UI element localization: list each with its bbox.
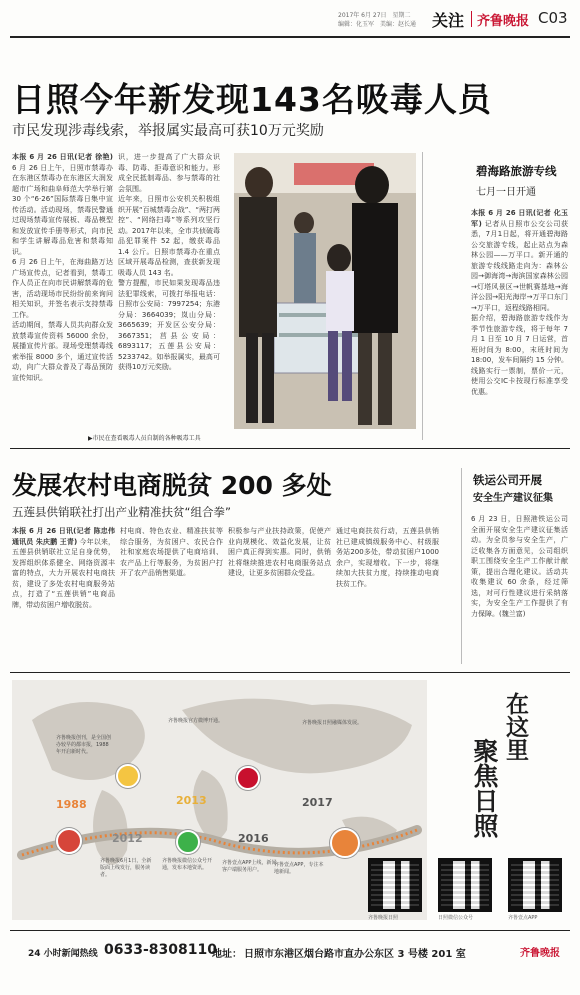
header-divider: [471, 11, 472, 27]
lead-column-2: [118, 152, 220, 427]
lead-photo-illustration: [234, 153, 416, 429]
timeline-note-2: 齐鲁晚报6月1日，全新版面上线发行，服务读者。: [100, 858, 152, 878]
timeline-note-7: 齐鲁壹点APP，专注本地新闻。: [274, 862, 324, 875]
qr-code-2[interactable]: [438, 858, 492, 912]
side1-headline: 碧海路旅游专线: [476, 164, 557, 178]
promo-rule: [10, 672, 570, 673]
year-2012: 2012: [112, 832, 143, 845]
app-icon: [236, 766, 260, 790]
side2-body: 6 月 23 日，日照港铁运公司全面开展安全生产建议征集活动。为全员参与安全生产，广泛收集各方面意见，公司组织职工围绕安全生产工作献计献策，提出合理化建议。活动共收集建议 60 余条，经过筛选，对可行性建议进行采纳落实，为安全生产工作提供了有力保障。(魏兰富): [471, 515, 568, 618]
side2-subhead: 安全生产建议征集: [473, 493, 553, 504]
timeline-map: [12, 680, 427, 920]
timeline-note-6: 齐鲁晚报微信公众号开通，发布本地资讯。: [162, 858, 213, 871]
side1-subhead: 七月一日开通: [476, 187, 536, 198]
issue-date: 2017年 6月 27日 星期二: [338, 12, 411, 19]
promo-slogan-1: 在这里: [502, 692, 529, 761]
year-2013: 2013: [176, 794, 207, 807]
second-column-4: 通过电商扶贫行动，五莲县供销社已建成镇级服务中心、村级服务站200多处，带动贫困户1000余户，实现增收。下一步，将继续加大扶贫力度，持续推动电商扶贫工作。: [336, 527, 439, 588]
lead-photo: [234, 153, 416, 429]
section-title: 关注: [432, 11, 465, 30]
address-text: 日照市东港区烟台路市直办公东区 3 号楼 201 室: [244, 949, 466, 960]
side1-text-2: 据介绍，碧海路旅游专线作为季节性旅游专线，将于每年 7 月 1 日至 10 月 7 日运营，首班时间为 8:00，末班时间为 18:00，发车间隔约 15 分钟。线路实行一票制，票价一元，使用公交IC卡按现行标准享受优惠。: [471, 314, 568, 396]
second-headline: 发展农村电商脱贫 200 多处: [12, 471, 332, 500]
newspaper-icon: [56, 828, 82, 854]
side1-body: [471, 208, 568, 433]
second-column-3: 积极参与产业扶持政策，促使产业向规模化、效益化发展，让贫困户真正得到实惠。同时，供销社将继续推进农村电商服务站点建设，让更多贫困群众受益。: [228, 527, 331, 577]
year-1988: 1988: [56, 798, 87, 811]
lead-headline: 日照今年新发现143名吸毒人员: [12, 80, 492, 119]
column-divider-2: [461, 468, 462, 664]
page-number: C03: [538, 9, 568, 27]
lead-text-5: 近年来，日照市公安机关积极组织开展“百城禁毒会战”、“两打两控”、“网络扫毒”等系列攻坚行动。2017年以来，全市共侦破毒品犯罪案件 52 起，缴获毒品 1.4 公斤。日照市禁毒办在重点区域开展毒品检测，查获新发现吸毒人员 143 名。: [118, 195, 220, 277]
qr-code-1[interactable]: [368, 858, 422, 912]
promo-slogan-2: 聚焦日照: [470, 738, 499, 838]
lead-text-3: 活动期间，禁毒人员共向群众发放禁毒宣传资料 56000 余份，展播宣传片部。现场受理禁毒线索举报 8000 多个，通过宣传活动，向广大群众普及了毒品预防宣传知识。: [12, 321, 113, 382]
qr-label-3: 齐鲁壹点APP: [508, 915, 538, 921]
photo-caption: ▶市民在查看吸毒人员自制的各种吸毒工具: [88, 435, 201, 442]
lead-text-4: 识，进一步提高了广大群众识毒、防毒、拒毒意识和能力。形成全民抵制毒品、参与禁毒的社会氛围。: [118, 153, 220, 193]
lead-byline: 本报 6 月 26 日讯(记者 徐艳): [12, 153, 113, 161]
qr-label-1: 齐鲁晚报日照: [368, 915, 399, 921]
timeline-note-3: 齐鲁晚报官方微博开通。: [168, 718, 224, 724]
address-label: 地址：: [212, 949, 242, 960]
second-column-2: 村电商、特色农业、精准扶贫等综合服务，为贫困户、农民合作社和家庭农场提供了电商培训、农产品上行等服务，为贫困户打开了农产品销售渠道。: [120, 527, 223, 577]
media-icon: [330, 828, 360, 858]
column-divider: [422, 152, 423, 440]
side1-byline: 本报 6 月 26 日讯(记者 化玉军): [471, 209, 568, 228]
timeline-note-5: 齐鲁晚报日照融媒体发展。: [302, 720, 363, 726]
side2-headline: 铁运公司开展: [473, 473, 542, 487]
section-rule: [10, 448, 570, 449]
lead-text-6: 警方提醒，市民如果发现毒品违法犯罪线索，可拨打举报电话：日照市公安局：7997254；东港分局：3664039；岚山分局：3665639；开发区公安分局：3667351；莒县公安局：6893117；五莲县公安局：5233742。如举报属实，最高可获得10万元奖励。: [118, 279, 220, 371]
timeline-note-1: 齐鲁晚报创刊，是全国创办较早的都市报，1988年开启新时代。: [56, 735, 112, 755]
footer-brand: 齐鲁晚报: [520, 948, 560, 959]
hotline-label: 24 小时新闻热线: [28, 949, 98, 959]
qr-label-2: 日照微信公众号: [438, 915, 474, 921]
side1-text-1: 记者从日照市公交公司获悉，7月1日起，将开通碧海路公交旅游专线，起止站点为森林公园——万平口。新开通的旅游专线线路走向为：森林公园→御海湾→海滨国家森林公园→灯塔风景区→世帆赛基地→海洋公园→阳光海岸→万平口东门→万平口，返程线路相同。: [471, 219, 569, 312]
second-byline: 本报 6 月 26 日讯(记者 陈忠伟 通讯员 朱庆鹏 王青): [12, 527, 122, 546]
year-2016: 2016: [238, 832, 269, 845]
footer-rule: [10, 930, 570, 931]
lead-column-1: [12, 152, 113, 410]
brand-logo: 齐鲁晚报: [477, 14, 530, 29]
second-column-1: [12, 526, 122, 664]
wechat-icon: [176, 830, 200, 854]
lead-text-1: 6 月 26 日上午，日照市禁毒办在东港区禁毒办在东港区大润发超市广场和曲阜师范大学举行第 30 个“6·26”国际禁毒日集中宣传活动。活动现场，禁毒民警通过现场禁毒宣传展板、毒品模型和发放宣传手册等形式，向市民和学生讲解毒品危害和禁毒知识。: [12, 163, 113, 256]
qr-code-3[interactable]: [508, 858, 562, 912]
year-2017: 2017: [302, 796, 333, 809]
hotline-number[interactable]: 0633-8308110: [104, 942, 217, 958]
header-rule: [10, 36, 570, 38]
lead-subhead: 市民发现涉毒线索，举报属实最高可获10万元奖励: [12, 123, 324, 139]
second-subhead: 五莲县供销联社打出产业精准扶贫“组合拳”: [12, 505, 231, 519]
second-text-1: 今年以来，五莲县供销联社立足自身优势，发挥组织体系健全、网络资源丰富的特点，大力开展农村电商扶贫，建设了多处农村电商服务站点，打造了“五莲供销”电商品牌，带动贫困户增收脱贫。: [12, 537, 115, 609]
weibo-icon: [116, 764, 140, 788]
timeline-note-4: 齐鲁壹点APP上线，新闻客户端服务用户。: [222, 860, 277, 873]
lead-text-2: 6 月 26 日上午，在海曲路万达广场宣传点，记者看到，禁毒工作人员正在向市民讲解禁毒的危害，活动现场市民纷纷前来询问相关知识，并签名表示支持禁毒工作。: [12, 258, 113, 319]
editor-line: 编辑：化玉军 美编：赵长通: [338, 21, 417, 28]
